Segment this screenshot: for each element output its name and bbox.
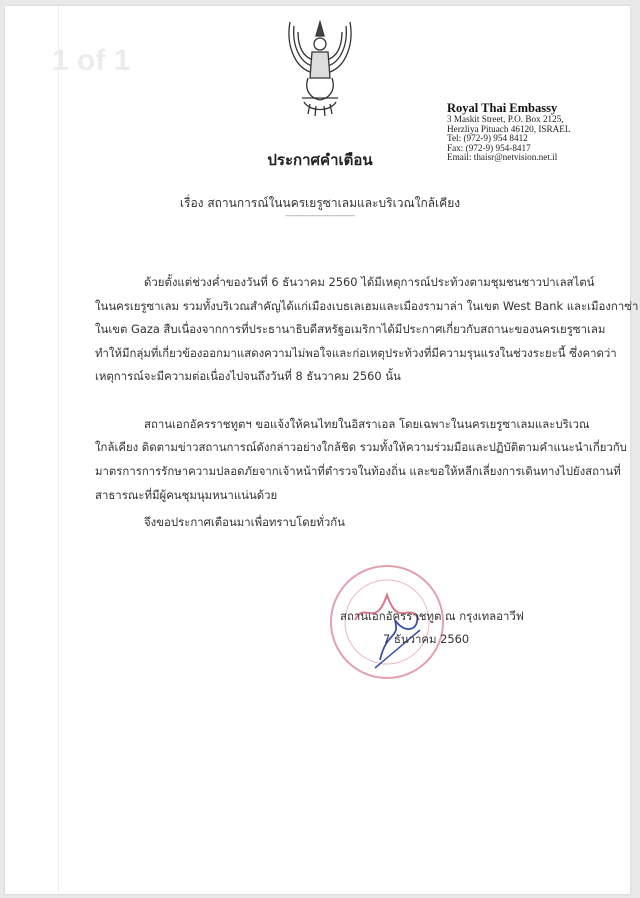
page-edge-divider xyxy=(58,6,59,894)
paragraph1-line: ในเขต Gaza สืบเนื่องจากการที่ประธานาธิบดีสหรัฐอเมริกาได้มีประกาศเกี่ยวกับสถานะของนครเยรูซาเลม xyxy=(95,322,606,336)
phone-line: Tel: (972-9) 954 8412 xyxy=(447,133,528,144)
paragraph2-line: สถานเอกอัครราชทูตฯ ขอแจ้งให้คนไทยในอิสราเอล โดยเฉพาะในนครเยรูซาเลมและบริเวณ xyxy=(144,417,590,431)
page-indicator: 1 of 1 xyxy=(52,44,131,77)
fax-line: Fax: (972-9) 954-8417 xyxy=(447,142,531,153)
address-line: 3 Maskit Street, P.O. Box 2125, xyxy=(447,114,564,124)
paragraph2-line: สาธารณะที่มีผู้คนชุมนุมหนาแน่นด้วย xyxy=(95,488,278,502)
paragraph2-line: มาตรการการรักษาความปลอดภัยจากเจ้าหน้าที่ตำรวจในท้องถิ่น และขอให้หลีกเลี่ยงการเดินทางไปยังสถานที่ xyxy=(95,464,621,478)
closing-line: จึงขอประกาศเตือนมาเพื่อทราบโดยทั่วกัน xyxy=(144,515,345,529)
address-line: Herzliya Pituach 46120, ISRAEL xyxy=(447,123,571,134)
signatory: สถานเอกอัครราชทูต ณ กรุงเทลอาวีฟ xyxy=(340,609,524,623)
paragraph1-line: ด้วยตั้งแต่ช่วงค่ำของวันที่ 6 ธันวาคม 2560 ได้มีเหตุการณ์ประท้วงตามชุมชนชาวปาเลสไตน์ xyxy=(144,275,595,289)
email-line: Email: thaisr@netvision.net.il xyxy=(447,152,558,163)
paragraph1-line: เหตุการณ์จะมีความต่อเนื่องไปจนถึงวันที่ 8 ธันวาคม 2560 นั้น xyxy=(95,369,401,383)
organization-name: Royal Thai Embassy xyxy=(447,101,558,115)
garuda-emblem-icon xyxy=(280,14,360,119)
document-date: 7 ธันวาคม 2560 xyxy=(383,632,470,646)
separator: ----------------------------- xyxy=(285,211,355,220)
paragraph1-line: ทำให้มีกลุ่มที่เกี่ยวข้องออกมาแสดงความไม่พอใจและก่อเหตุประท้วงที่มีความรุนแรงในช่วงระยะนี้ ซึ่งคาดว่า xyxy=(95,346,617,360)
document-subject: เรื่อง สถานการณ์ในนครเยรูซาเลมและบริเวณใกล้เคียง xyxy=(179,196,461,210)
document-title: ประกาศคำเตือน xyxy=(267,151,373,169)
paragraph1-line: ในนครเยรูซาเลม รวมทั้งบริเวณสำคัญได้แก่เมืองเบธเลเฮมและเมืองรามาล่า ในเขต West Bank และเมืองกาซ่า xyxy=(95,299,639,313)
paragraph2-line: ใกล้เคียง ติดตามข่าวสถานการณ์ดังกล่าวอย่างใกล้ชิด รวมทั้งให้ความร่วมมือและปฏิบัติตามคำแนะนำเกี่ยวกับ xyxy=(95,440,627,454)
